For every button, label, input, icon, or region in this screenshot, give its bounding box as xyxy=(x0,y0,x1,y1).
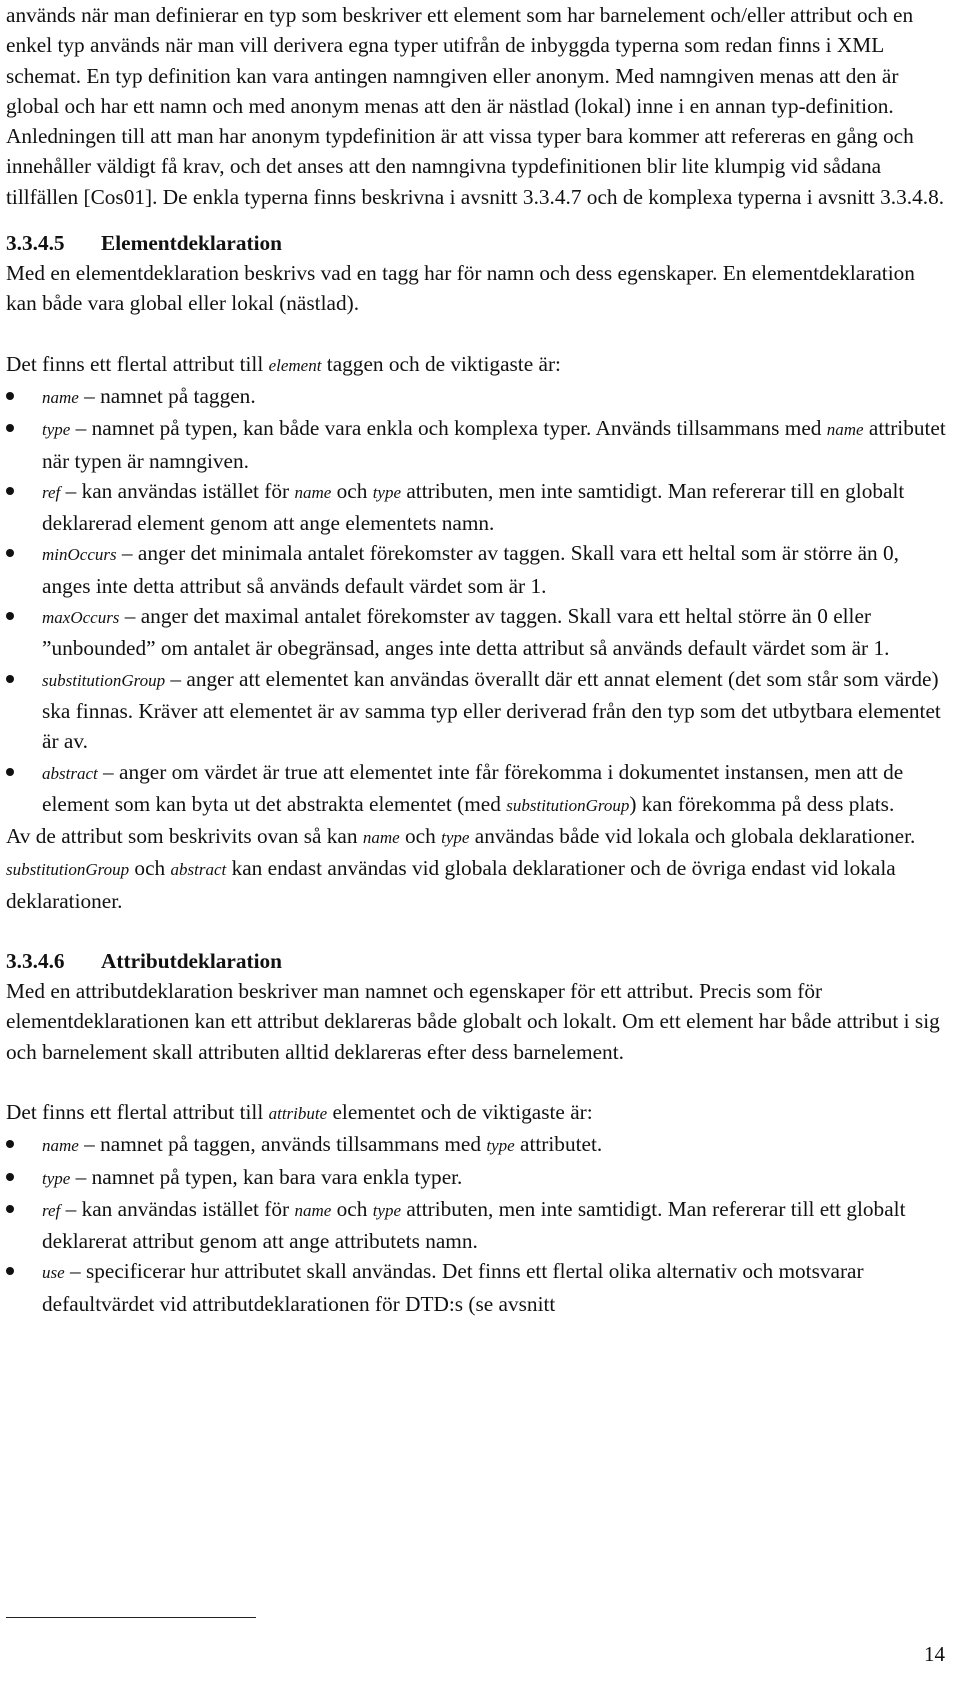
bullet-icon xyxy=(6,768,14,776)
intro-paragraph: används när man definierar en typ som beskriver ett element som har barnelement och/eller attribut och en enkel typ används när man vill derivera egna typer utifrån de inbyggda typerna som redan finns i XML schemat. En typ definition kan vara antingen namngiven eller anonym. Med namngiven menas att den är global och har ett namn och med anonym menas att den är nästlad (lokal) inne i en annan typ-definition. Anledningen till att man har anonym typdefinition är att vissa typer bara kommer att refereras en gång och innehåller väldigt få krav, och det anses att den namngivna typdefinitionen blir lite klumpig vid sådana tillfällen [Cos01]. De enkla typerna finns beskrivna i avsnitt 3.3.4.7 och de komplexa typerna i avsnitt 3.3.4.8. xyxy=(6,3,945,209)
bullet-icon xyxy=(6,1173,14,1181)
attribute-term: abstract xyxy=(42,763,98,783)
list-item: use – specificerar hur attributet skall användas. Det finns ett flertal olika alternativ och motsvarar defaultvärdet vid attributdeklarationen för DTD:s (se avsnitt xyxy=(6,1256,946,1319)
element-declaration-paragraph: Med en elementdeklaration beskrivs vad en tagg har för namn och dess egenskaper. En elementdeklaration kan både vara global eller lokal (nästlad). xyxy=(6,261,915,316)
section-number: 3.3.4.5 xyxy=(6,231,65,256)
bullet-icon xyxy=(6,1267,14,1275)
element-attributes-intro: Det finns ett flertal attribut till element taggen och de viktigaste är: xyxy=(6,351,561,376)
section-heading-attribute-declaration xyxy=(6,946,946,976)
bullet-icon xyxy=(6,487,14,495)
list-item: minOccurs – anger det minimala antalet förekomster av taggen. Skall vara ett heltal som är större än 0, anges inte detta attribut så används default värdet som är 1. xyxy=(6,538,946,601)
element-attribute-list xyxy=(6,381,946,821)
section-number: 3.3.4.6 xyxy=(6,949,65,974)
section-heading-element-declaration xyxy=(6,228,946,258)
attribute-term: use xyxy=(42,1263,65,1283)
attribute-term: ref xyxy=(42,482,61,502)
list-item: ref – kan användas istället för name och type attributen, men inte samtidigt. Man refererar till en globalt deklarerad element genom att ange elementets namn. xyxy=(6,476,946,539)
section-title: Elementdeklaration xyxy=(101,231,283,256)
list-item: type – namnet på typen, kan både vara enkla och komplexa typer. Används tillsammans med name attributet när typen är namngiven. xyxy=(6,413,946,476)
bullet-icon xyxy=(6,1140,14,1148)
attribute-term: substitutionGroup xyxy=(42,670,166,690)
bullet-icon xyxy=(6,549,14,557)
bullet-icon xyxy=(6,392,14,400)
attribute-term: ref xyxy=(42,1200,61,1220)
attribute-term: name xyxy=(42,387,79,407)
attribute-term: minOccurs xyxy=(42,545,117,565)
bullet-icon xyxy=(6,1205,14,1213)
bullet-icon xyxy=(6,675,14,683)
bullet-icon xyxy=(6,612,14,620)
document-page xyxy=(6,0,946,1319)
element-closing-paragraph: Av de attribut som beskrivits ovan så kan name och type användas både vid lokala och globala deklarationer. substitutionGroup och abstract kan endast användas vid globala deklarationer och de övriga endast vid lokala deklarationer. xyxy=(6,824,916,913)
bullet-icon xyxy=(6,424,14,432)
attribute-term: type xyxy=(42,1168,71,1188)
attribute-term: name xyxy=(42,1136,79,1156)
list-item: ref – kan användas istället för name och type attributen, men inte samtidigt. Man refererar till ett globalt deklarerat attribut genom att ange attributets namn. xyxy=(6,1194,946,1257)
list-item: name – namnet på taggen, används tillsammans med type attributet. xyxy=(6,1129,946,1161)
list-item: type – namnet på typen, kan bara vara enkla typer. xyxy=(6,1162,946,1194)
section-title: Attributdeklaration xyxy=(101,949,283,974)
attribute-declaration-paragraph: Med en attributdeklaration beskriver man namnet och egenskaper för ett attribut. Precis som för elementdeklarationen kan ett attribut deklareras både globalt och lokalt. Om ett element har både attribut i sig och barnelement skall attributen alltid deklareras efter dess barnelement. xyxy=(6,979,940,1064)
list-item: maxOccurs – anger det maximal antalet förekomster av taggen. Skall vara ett heltal större än 0 eller ”unbounded” om antalet är obegränsad, anges inte detta attribut så används default värdet som är 1. xyxy=(6,601,946,664)
page-number: 14 xyxy=(924,1642,945,1666)
attribute-attributes-intro: Det finns ett flertal attribut till attribute elementet och de viktigaste är: xyxy=(6,1099,593,1124)
attribute-term: maxOccurs xyxy=(42,608,120,628)
attribute-attribute-list xyxy=(6,1129,946,1319)
list-item: abstract – anger om värdet är true att elementet inte får förekomma i dokumentet instansen, men att de element som kan byta ut det abstrakta elementet (med substitutionGroup) kan förekomma på dess plats. xyxy=(6,757,946,822)
list-item: substitutionGroup – anger att elementet kan användas överallt där ett annat element (det som står som värde) ska finnas. Kräver att elementet är av samma typ eller deriverad från den typ som det utbytbara elementet är av. xyxy=(6,664,946,757)
attribute-term: type xyxy=(42,420,71,440)
list-item: name – namnet på taggen. xyxy=(6,381,946,413)
footer-divider xyxy=(6,1617,256,1618)
